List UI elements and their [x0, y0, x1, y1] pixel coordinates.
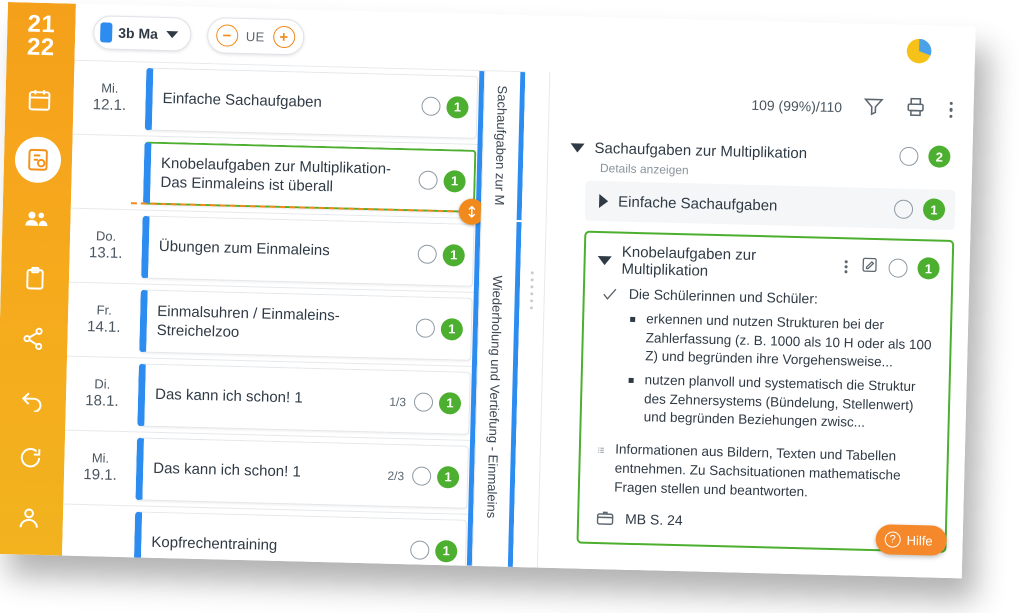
- unit-strip-label: Sachaufgaben zur M: [492, 85, 511, 206]
- lesson-count-badge: 1: [441, 318, 464, 341]
- status-circle-icon[interactable]: [418, 244, 437, 263]
- status-circle-icon[interactable]: [416, 318, 435, 337]
- lesson-card-title: Einfache Sachaufgaben: [162, 90, 323, 112]
- competence-bullet: nutzen planvoll und systematisch die Struktur des Zehnersystems (Bündelung, Stellenwert) und begründen Beziehungen zwisc...: [627, 371, 936, 435]
- app-window: [0, 2, 976, 578]
- day-label: [67, 283, 141, 358]
- material-text: MB S. 24: [624, 511, 683, 529]
- day-date: 12.1.: [92, 96, 127, 115]
- unit-strip-label: Wiederholung und Vertiefung - Einmaleins: [484, 274, 506, 518]
- lesson-card[interactable]: [145, 68, 478, 139]
- account-icon[interactable]: [5, 494, 52, 541]
- help-button[interactable]: [875, 524, 947, 556]
- planner-row: [63, 431, 475, 515]
- sync-icon[interactable]: [7, 435, 54, 482]
- check-icon: [601, 285, 619, 303]
- drag-handle[interactable]: [459, 198, 485, 225]
- selected-lesson-detail: [576, 231, 954, 554]
- selected-lesson-title: Knobelaufgaben zur Multiplikation: [621, 243, 757, 280]
- status-circle-icon[interactable]: [888, 258, 907, 277]
- main-content: [62, 4, 976, 579]
- question-mark-icon: ?: [884, 531, 900, 547]
- more-icon[interactable]: [946, 102, 956, 119]
- day-of-week: Mi.: [100, 80, 119, 96]
- workspace: [62, 60, 974, 579]
- calendar-icon[interactable]: [16, 76, 63, 123]
- list-icon: [597, 440, 606, 460]
- show-details-link[interactable]: Details anzeigen: [599, 161, 689, 178]
- lesson-count-badge: 1: [435, 539, 458, 562]
- more-icon[interactable]: [841, 260, 850, 273]
- competence-bullet-list: [627, 310, 938, 435]
- school-year-line1: 21: [27, 10, 56, 39]
- lesson-card[interactable]: [137, 363, 470, 434]
- day-label: [69, 209, 143, 284]
- zoom-level-label: UE: [245, 28, 265, 45]
- lesson-planner-list: [62, 60, 484, 566]
- status-circle-icon[interactable]: [421, 96, 440, 115]
- competence-counter: 109 (99%)/110: [751, 96, 843, 116]
- lesson-card[interactable]: [141, 215, 474, 286]
- lesson-card-selected[interactable]: [143, 141, 476, 212]
- status-circle-icon[interactable]: [414, 392, 433, 411]
- learning-goal-text: Informationen aus Bildern, Texten und Tabellen entnehmen. Zu Sachsituationen mathematische Fragen stellen und beantworten.: [614, 441, 901, 499]
- lesson-card-title: Kopfrechentraining: [151, 534, 278, 555]
- splitter-grip-icon: [530, 271, 534, 309]
- class-selector-label: 3b Ma: [118, 24, 159, 42]
- school-year-label: [26, 10, 56, 62]
- lesson-card-title: Einmalsuhren / Einmaleins-Streichelzoo: [156, 303, 340, 341]
- detail-root-title: Sachaufgaben zur Multiplikation: [594, 139, 808, 162]
- day-label: [73, 61, 147, 136]
- students-icon[interactable]: [13, 196, 60, 243]
- detail-root-badge: 2: [928, 145, 951, 168]
- lesson-card-title: Knobelaufgaben zur Multiplikation- Das Einmaleins ist überall: [160, 155, 392, 195]
- day-date: 18.1.: [85, 392, 119, 411]
- competence-bullet: erkennen und nutzen Strukturen bei der Zahlerfassung (z. B. 1000 als 10 H oder als 100 Z) und begründen ihre Vorgehensweise...: [629, 310, 938, 374]
- lesson-count-badge: 1: [442, 244, 465, 267]
- lesson-card-meta: [389, 390, 461, 414]
- lesson-card-meta: [418, 169, 466, 192]
- day-of-week: Fr.: [96, 302, 113, 318]
- lesson-fraction: 2/3: [387, 468, 405, 483]
- detail-child-title: Einfache Sachaufgaben: [617, 193, 778, 215]
- lesson-count-badge: 1: [443, 170, 466, 193]
- chevron-down-icon[interactable]: [598, 256, 612, 265]
- lesson-card-title: Das kann ich schon! 1: [154, 386, 303, 407]
- lesson-fraction: 1/3: [389, 394, 407, 409]
- school-year-line2: 22: [26, 33, 56, 62]
- material-box-icon: [595, 508, 615, 528]
- day-label: [62, 505, 135, 566]
- day-label: [65, 357, 139, 432]
- help-label: Hilfe: [906, 532, 933, 549]
- status-circle-icon[interactable]: [410, 540, 429, 559]
- lesson-card[interactable]: [139, 289, 472, 360]
- filter-icon[interactable]: [862, 94, 885, 122]
- day-of-week: Do.: [95, 228, 117, 244]
- lesson-card-meta: [410, 539, 458, 562]
- planner-icon[interactable]: [14, 136, 61, 183]
- lesson-card-meta: [421, 95, 469, 118]
- day-date: 19.1.: [83, 466, 117, 485]
- zoom-control: [206, 17, 304, 55]
- detail-content: [538, 128, 973, 579]
- chevron-down-icon: [166, 31, 178, 38]
- share-icon[interactable]: [10, 315, 57, 362]
- day-date: 13.1.: [88, 244, 123, 263]
- lesson-card-title: Übungen zum Einmaleins: [158, 238, 330, 260]
- lesson-count-badge: 1: [439, 392, 462, 415]
- chevron-down-icon[interactable]: [570, 143, 584, 152]
- lesson-card[interactable]: [135, 437, 468, 508]
- progress-pie-icon[interactable]: [905, 36, 934, 70]
- planner-row: [69, 209, 481, 293]
- day-label: [63, 431, 137, 506]
- planner-row: [62, 505, 473, 566]
- zoom-in-button[interactable]: +: [272, 26, 295, 49]
- lesson-card-title: Das kann ich schon! 1: [153, 460, 301, 481]
- day-date: 14.1.: [86, 318, 121, 337]
- unit-strip-segment[interactable]: [482, 71, 526, 220]
- learning-goal-row: [592, 436, 935, 507]
- undo-icon[interactable]: [8, 375, 55, 422]
- day-of-week: Di.: [94, 376, 111, 392]
- clipboard-icon[interactable]: [11, 255, 58, 302]
- status-circle-icon[interactable]: [418, 170, 437, 189]
- lesson-count-badge: 1: [446, 96, 469, 119]
- competence-intro-text: Die Schülerinnen und Schüler:: [628, 285, 819, 307]
- detail-child-badge: 1: [923, 198, 946, 221]
- lesson-card-meta: [416, 317, 464, 340]
- planner-row: [67, 283, 479, 367]
- class-color-bar: [100, 22, 113, 42]
- zoom-out-button[interactable]: −: [216, 24, 239, 47]
- class-selector[interactable]: [93, 15, 192, 51]
- detail-child-row[interactable]: [585, 181, 956, 230]
- status-circle-icon[interactable]: [899, 146, 918, 165]
- edit-icon[interactable]: [860, 255, 879, 278]
- planner-row: [65, 357, 477, 441]
- lesson-detail-panel: [537, 72, 974, 579]
- planner-row: [73, 61, 485, 145]
- lesson-card-meta: [417, 243, 465, 266]
- lesson-count-badge: 1: [437, 466, 460, 489]
- selected-lesson-badge: 1: [917, 257, 940, 280]
- status-circle-icon[interactable]: [412, 466, 431, 485]
- day-of-week: Mi.: [91, 450, 110, 466]
- lesson-card[interactable]: [134, 511, 467, 566]
- lesson-card-meta: [387, 464, 459, 488]
- print-icon[interactable]: [904, 95, 927, 123]
- day-label: [71, 135, 145, 210]
- status-circle-icon[interactable]: [894, 199, 913, 218]
- chevron-right-icon[interactable]: [599, 194, 608, 208]
